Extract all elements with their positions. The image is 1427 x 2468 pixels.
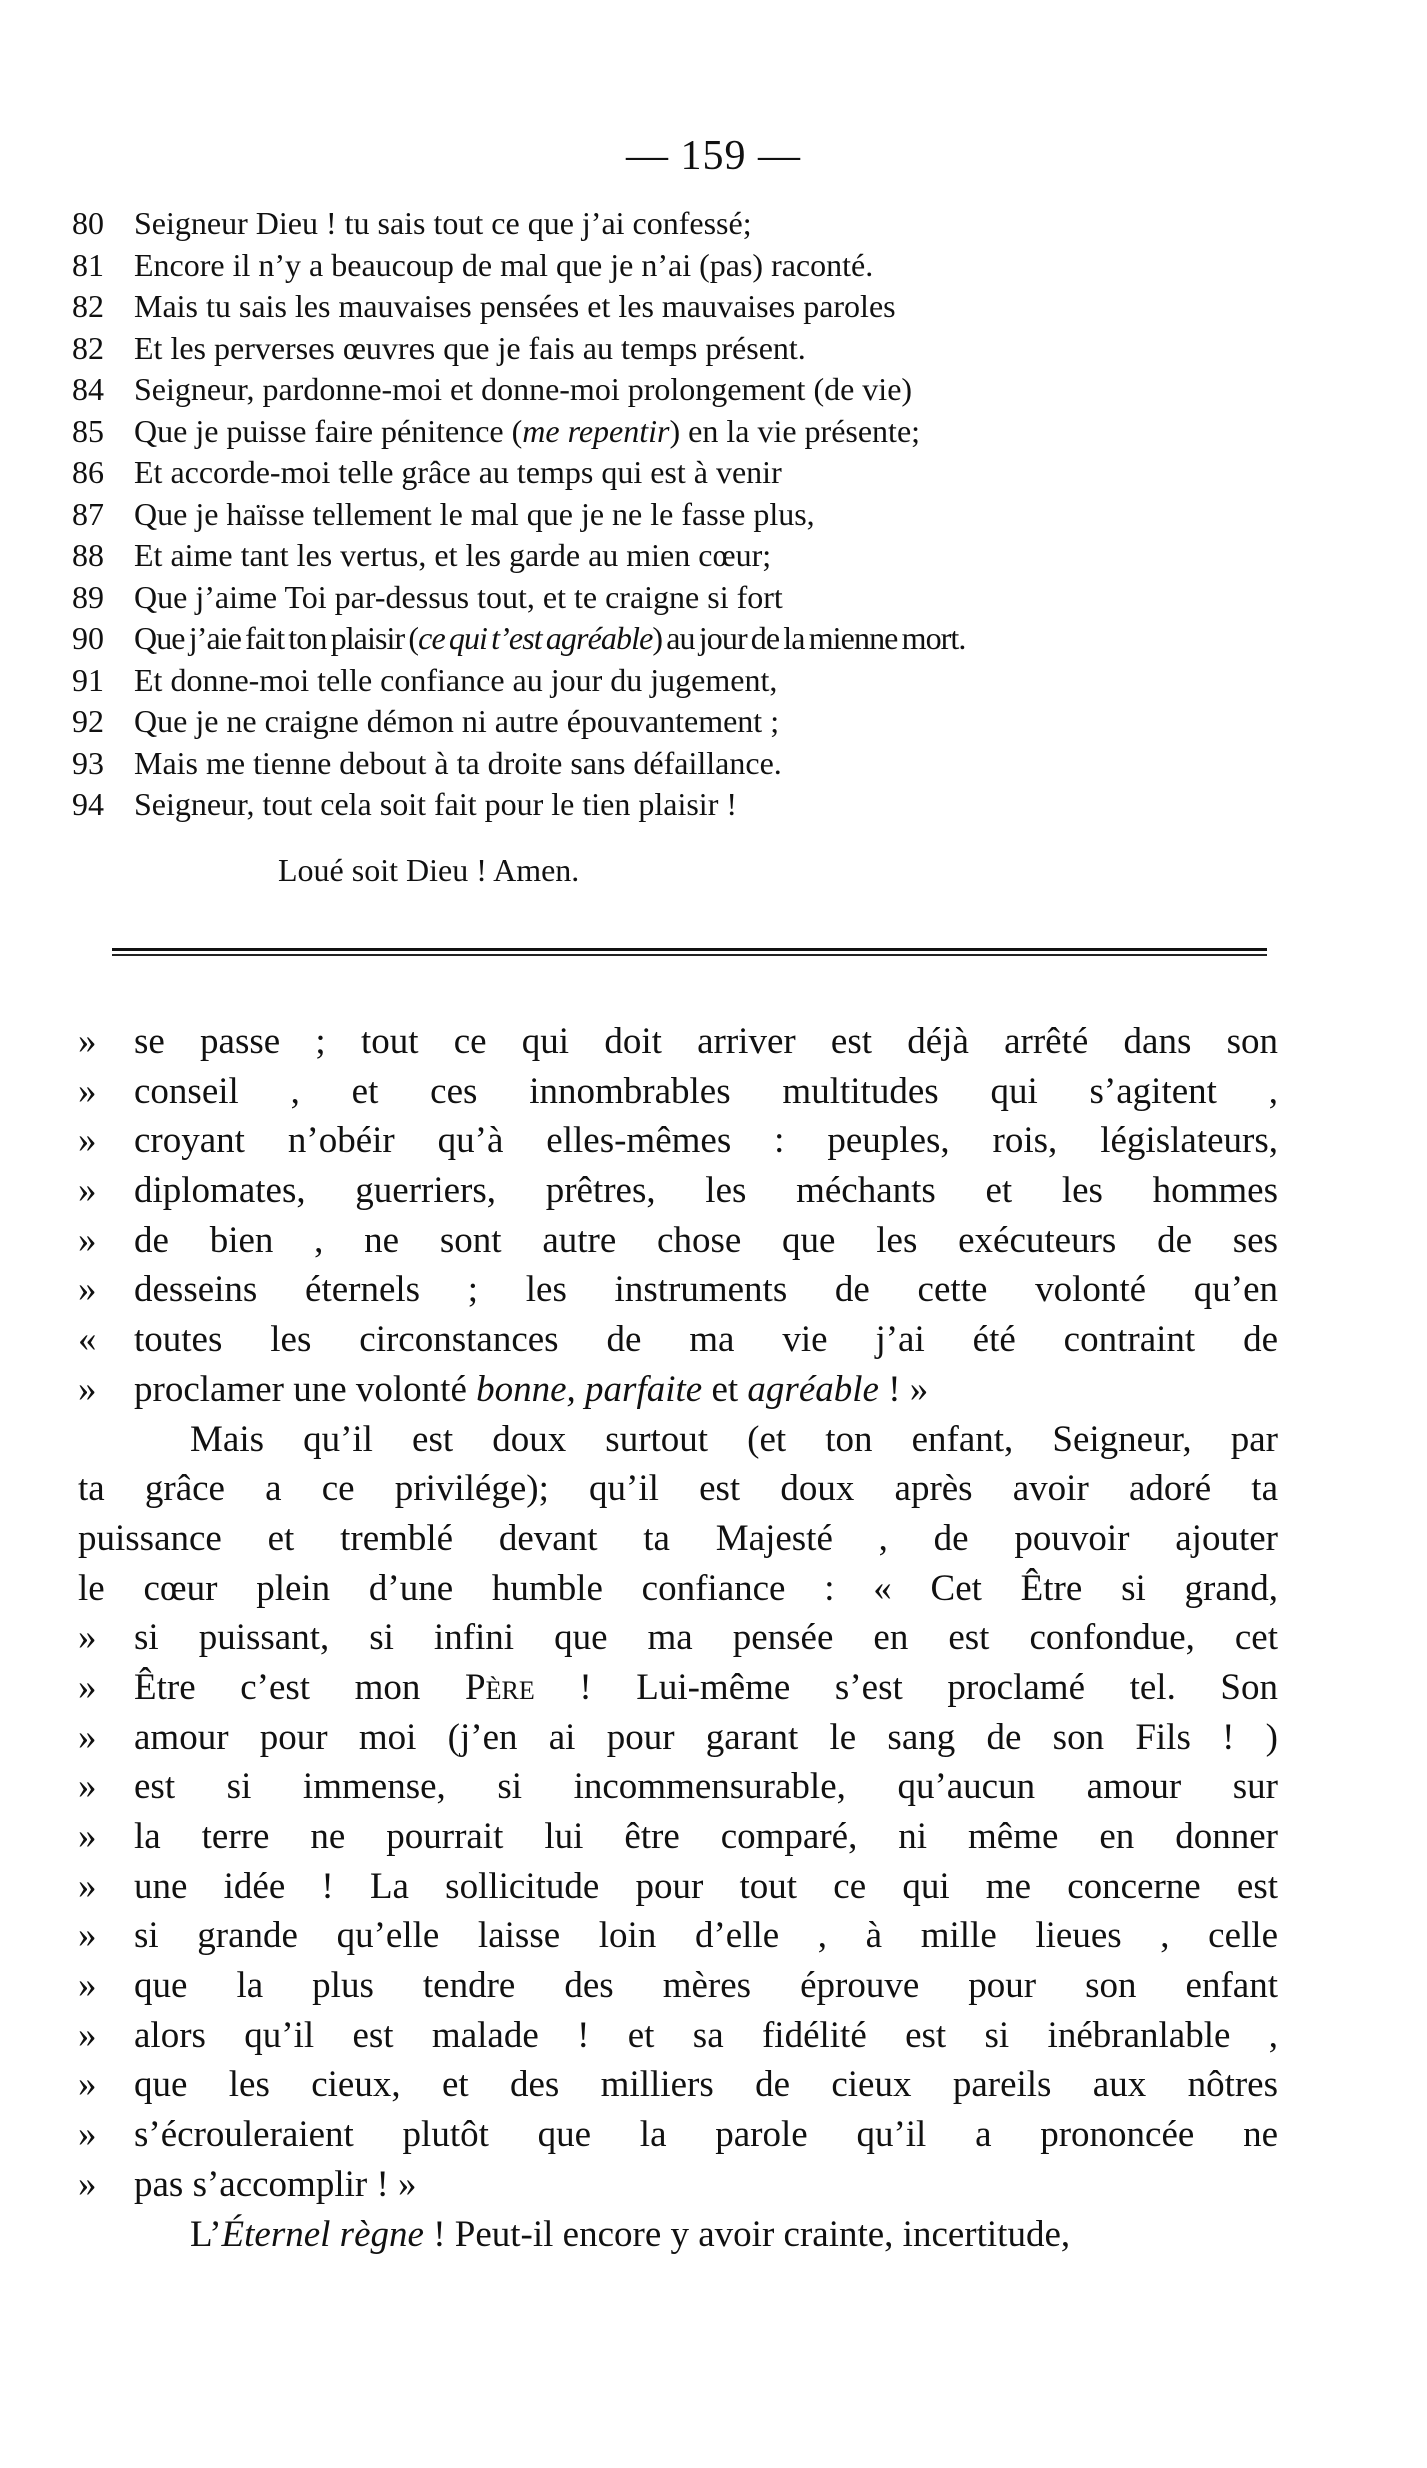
verse-text: [134, 743, 1322, 785]
prose-line: [78, 2210, 1278, 2260]
text-segment: ! Peut-il encore y avoir crainte, incertitude,: [423, 2213, 1071, 2255]
text-segment: Mais qu’il est doux surtout (et ton enfant, Seigneur, par: [190, 1418, 1278, 1460]
numbered-verse-block: [72, 203, 1322, 826]
text-segment: diplomates, guerriers, prêtres, les méchants et les hommes: [134, 1170, 1278, 1212]
italic-text: agréable: [747, 1368, 879, 1410]
prose-text: [134, 2011, 1278, 2061]
quote-mark: «: [78, 1319, 97, 1361]
quote-mark: »: [78, 1915, 97, 1957]
text-segment: se passe ; tout ce qui doit arriver est déjà arrêté dans son: [134, 1021, 1278, 1062]
text-segment: Que je ne craigne démon ni autre épouvantement ;: [134, 703, 780, 739]
prose-line: [78, 1762, 1278, 1812]
prose-text: [78, 1514, 1278, 1564]
prose-line: [78, 1365, 1278, 1415]
text-segment: alors qu’il est malade ! et sa fidélité est si inébranlable ,: [134, 2014, 1278, 2056]
verse-number: 89: [72, 578, 104, 615]
quote-mark: [78, 1415, 134, 1465]
text-segment: le cœur plein d’une humble confiance : « Cet Être si grand,: [78, 1567, 1278, 1609]
verse-line: [72, 618, 1322, 660]
verse-number: 85: [72, 412, 104, 449]
prose-line: [78, 2060, 1278, 2110]
text-segment: Seigneur, pardonne-moi et donne-moi prolongement (de vie): [134, 371, 913, 407]
section-separator-rule: [112, 948, 1267, 956]
prose-line: [78, 1166, 1278, 1216]
verse-text: [134, 286, 1322, 328]
prose-text: [134, 1017, 1278, 1067]
verse-text: [134, 203, 1322, 245]
prose-text: [134, 1315, 1278, 1365]
verse-line: [72, 369, 1322, 411]
quote-mark: »: [78, 1368, 97, 1410]
page-number: — 159 —: [626, 133, 801, 179]
prose-text: [134, 1166, 1278, 1216]
prose-line: [78, 1315, 1278, 1365]
verse-text: [134, 618, 1322, 660]
verse-line: [72, 660, 1322, 702]
text-segment: ta grâce a ce privilége); qu’il est doux après avoir adoré ta: [78, 1468, 1278, 1510]
text-segment: Être c’est mon: [134, 1666, 466, 1708]
italic-text: bonne, parfaite: [476, 1368, 703, 1410]
verse-line: [72, 452, 1322, 494]
prose-line: [78, 2110, 1278, 2160]
text-segment: une idée ! La sollicitude pour tout ce qui me concerne est: [134, 1865, 1278, 1907]
verse-text: [134, 701, 1322, 743]
italic-text: ce qui t’est agréable: [418, 620, 653, 656]
text-segment: ! Lui-même s’est proclamé tel. Son: [534, 1666, 1278, 1708]
small-caps-text: Père: [465, 1666, 535, 1708]
verse-number: 80: [72, 205, 104, 241]
verse-line: [72, 286, 1322, 328]
quote-mark: »: [78, 1816, 97, 1857]
prose-text: [134, 1116, 1278, 1166]
text-segment: la terre ne pourrait lui être comparé, ni même en donner: [134, 1816, 1278, 1857]
verse-number: 86: [72, 454, 104, 490]
prose-line: [78, 1216, 1278, 1266]
verse-text: [134, 328, 1322, 370]
verse-line: [72, 203, 1322, 245]
verse-line: [72, 245, 1322, 287]
verse-line: [72, 577, 1322, 619]
text-segment: toutes les circonstances de ma vie j’ai été contraint de: [134, 1319, 1278, 1361]
quote-mark: »: [78, 1170, 97, 1212]
text-segment: Mais tu sais les mauvaises pensées et les mauvaises paroles: [134, 288, 896, 324]
closing-line: Loué soit Dieu ! Amen.: [278, 852, 580, 888]
verse-line: [72, 328, 1322, 370]
prose-line: [78, 1464, 1278, 1514]
prose-text: [78, 1564, 1278, 1614]
prose-text: [134, 1961, 1278, 2011]
prose-line: [78, 1911, 1278, 1961]
prose-block: [78, 1017, 1278, 2259]
text-segment: Que je haïsse tellement le mal que je ne le fasse plus,: [134, 495, 815, 532]
text-segment: puissance et tremblé devant ta Majesté , de pouvoir ajouter: [78, 1517, 1278, 1559]
verse-text: [134, 411, 1322, 453]
prose-text: [78, 1464, 1278, 1514]
prose-line: [78, 1017, 1278, 1067]
quote-mark: [78, 2210, 134, 2260]
verse-text: [134, 245, 1322, 287]
prose-text: [134, 1713, 1278, 1763]
verse-text: [134, 494, 1322, 536]
prose-text: [134, 1911, 1278, 1961]
prose-text: [134, 1663, 1278, 1713]
verse-line: [72, 701, 1322, 743]
verse-number: 82: [72, 288, 104, 324]
prose-line: [78, 1415, 1278, 1465]
verse-text: [134, 660, 1322, 702]
verse-text: [134, 452, 1322, 494]
text-segment: s’écrouleraient plutôt que la parole qu’il a prononcée ne: [134, 2114, 1278, 2156]
text-segment: Et aime tant les vertus, et les garde au mien cœur;: [134, 537, 772, 573]
text-segment: ) au jour de la mienne mort.: [652, 620, 966, 656]
verse-line: [72, 535, 1322, 577]
prose-text: [134, 1812, 1278, 1862]
text-segment: Que je puisse faire pénitence (: [134, 412, 523, 449]
prose-line: [78, 1613, 1278, 1663]
text-segment: Que j’aie fait ton plaisir (: [134, 620, 419, 656]
quote-mark: »: [78, 1219, 97, 1261]
prose-line: [78, 1812, 1278, 1862]
text-segment: que les cieux, et des milliers de cieux pareils aux nôtres: [134, 2064, 1278, 2106]
text-segment: de bien , ne sont autre chose que les exécuteurs de ses: [134, 1219, 1278, 1261]
prose-line: [78, 1067, 1278, 1117]
prose-text: [134, 1415, 1278, 1465]
text-segment: Seigneur, tout cela soit fait pour le tien plaisir !: [134, 786, 737, 822]
quote-mark: »: [78, 1617, 97, 1659]
text-segment: Et les perverses œuvres que je fais au temps présent.: [134, 329, 806, 366]
quote-mark: »: [78, 2014, 97, 2056]
verse-text: [134, 369, 1322, 411]
quote-mark: »: [78, 1269, 97, 1311]
verse-number: 91: [72, 661, 104, 698]
text-segment: et: [702, 1368, 748, 1410]
text-segment: si puissant, si infini que ma pensée en est confondue, cet: [134, 1617, 1278, 1659]
text-segment: ! »: [878, 1368, 929, 1410]
text-segment: croyant n’obéir qu’à elles-mêmes : peuples, rois, législateurs,: [134, 1120, 1278, 1162]
prose-text: [134, 1762, 1278, 1812]
text-segment: que la plus tendre des mères éprouve pour son enfant: [134, 1965, 1278, 2007]
quote-mark: »: [78, 1865, 97, 1907]
prose-text: [134, 2110, 1278, 2160]
verse-number: 88: [72, 537, 104, 573]
verse-number: 81: [72, 246, 104, 283]
text-segment: pas s’accomplir ! »: [134, 2163, 417, 2205]
text-segment: Mais me tienne debout à ta droite sans défaillance.: [134, 744, 782, 781]
prose-text: [134, 1365, 1278, 1415]
prose-line: [78, 2160, 1278, 2210]
prose-line: [78, 1862, 1278, 1912]
text-segment: si grande qu’elle laisse loin d’elle , à mille lieues , celle: [134, 1915, 1278, 1957]
quote-mark: »: [78, 1120, 97, 1162]
verse-number: 94: [72, 786, 104, 822]
quote-mark: »: [78, 1965, 97, 2007]
prose-text: [134, 2160, 1278, 2210]
verse-text: [134, 535, 1322, 577]
text-segment: Seigneur Dieu ! tu sais tout ce que j’ai confessé;: [134, 205, 752, 241]
quote-mark: »: [78, 1666, 97, 1708]
verse-number: 87: [72, 495, 104, 532]
quote-mark: »: [78, 1070, 97, 1112]
prose-text: [134, 1265, 1278, 1315]
prose-line: [78, 1564, 1278, 1614]
text-segment: Que j’aime Toi par-dessus tout, et te craigne si fort: [134, 578, 783, 615]
quote-mark: »: [78, 2163, 97, 2205]
prose-line: [78, 1514, 1278, 1564]
quote-mark: »: [78, 1021, 97, 1062]
text-segment: desseins éternels ; les instruments de cette volonté qu’en: [134, 1269, 1278, 1311]
prose-text: [134, 1613, 1278, 1663]
prose-line: [78, 1265, 1278, 1315]
prose-text: [134, 1216, 1278, 1266]
text-segment: Et donne-moi telle confiance au jour du jugement,: [134, 661, 778, 698]
quote-mark: »: [78, 1766, 97, 1808]
text-segment: conseil , et ces innombrables multitudes qui s’agitent ,: [134, 1070, 1278, 1112]
verse-number: 82: [72, 329, 104, 366]
text-segment: Encore il n’y a beaucoup de mal que je n’ai (pas) raconté.: [134, 246, 874, 283]
text-segment: Et accorde-moi telle grâce au temps qui est à venir: [134, 454, 782, 490]
prose-line: [78, 2011, 1278, 2061]
prose-text: [134, 2060, 1278, 2110]
verse-line: [72, 743, 1322, 785]
prose-line: [78, 1116, 1278, 1166]
prose-line: [78, 1713, 1278, 1763]
verse-line: [72, 494, 1322, 536]
verse-line: [72, 411, 1322, 453]
prose-text: [134, 1862, 1278, 1912]
quote-mark: »: [78, 2114, 97, 2156]
prose-line: [78, 1961, 1278, 2011]
prose-text: [134, 2210, 1278, 2260]
italic-text: Éternel règne: [221, 2213, 424, 2255]
text-segment: proclamer une volonté: [134, 1368, 477, 1410]
italic-text: me repentir: [522, 412, 670, 449]
quote-mark: »: [78, 1716, 97, 1758]
text-segment: L’: [190, 2213, 222, 2255]
verse-number: 84: [72, 371, 104, 407]
text-segment: est si immense, si incommensurable, qu’aucun amour sur: [134, 1766, 1278, 1808]
verse-number: 92: [72, 703, 104, 739]
verse-text: [134, 784, 1322, 826]
text-segment: ) en la vie présente;: [669, 412, 921, 449]
prose-text: [134, 1067, 1278, 1117]
text-segment: amour pour moi (j’en ai pour garant le sang de son Fils ! ): [134, 1716, 1278, 1758]
separator-line-thin: [112, 954, 1267, 956]
verse-text: [134, 577, 1322, 619]
verse-number: 93: [72, 744, 104, 781]
quote-mark: »: [78, 2064, 97, 2106]
prose-line: [78, 1663, 1278, 1713]
verse-number: 90: [72, 620, 104, 656]
verse-line: [72, 784, 1322, 826]
